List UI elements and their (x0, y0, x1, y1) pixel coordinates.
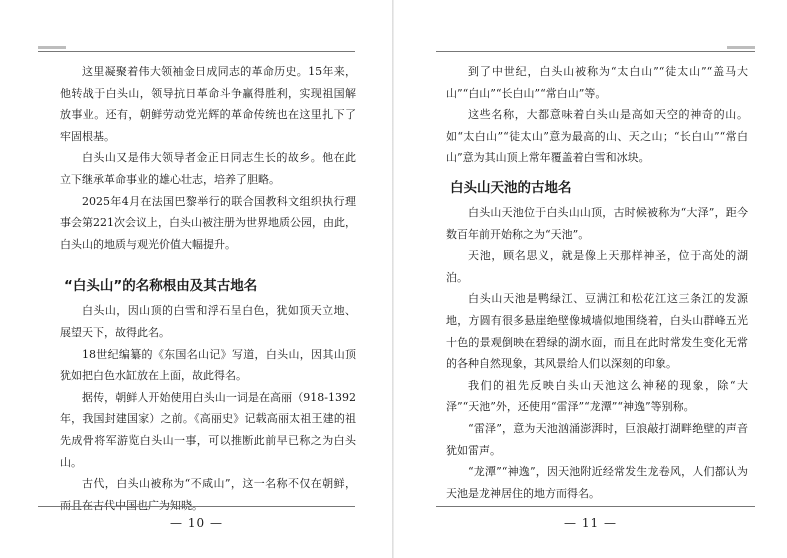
paragraph: 白头山，因山顶的白雪和浮石呈白色，犹如顶天立地、展望天下，故得此名。 (60, 304, 356, 339)
header-rule (38, 51, 355, 52)
left-page-content (60, 61, 356, 516)
paragraph: 白头山又是伟大领导者金正日同志生长的故乡。他在此立下继承革命事业的雄心壮志，培养了胆略。 (60, 151, 356, 186)
paragraph: 古代，白头山被称为“不咸山”，这一名称不仅在朝鲜，而且在古代中国也广为知晓。 (60, 477, 356, 512)
paragraph: “龙潭”“神逸”，因天池附近经常发生龙卷风，人们都认为天池是龙神居住的地方而得名。 (446, 465, 748, 500)
header-mark (727, 46, 755, 49)
paragraph: 白头山天池位于白头山山顶，古时候被称为“大泽”，距今数百年前开始称之为“天池”。 (446, 205, 748, 241)
paragraph: 这些名称，大都意味着白头山是高如天空的神奇的山。如“太白山”“徒太山”意为最高的山、天之山；“长白山”“常白山”意为其山顶上常年覆盖着白雪和冰块。 (446, 108, 748, 165)
paragraph: 到了中世纪，白头山被称为“太白山”“徒太山”“盖马大山”“白山”“长白山”“常白山”等。 (446, 65, 748, 100)
header-rule (436, 51, 755, 52)
right-page-content (446, 61, 748, 504)
section-heading: “白头山”的名称根由及其古地名 (64, 278, 258, 295)
section-heading: 白头山天池的古地名 (450, 179, 572, 196)
paragraph: 2025年4月在法国巴黎举行的联合国教科文组织执行理事会第221次会议上，白头山被注册为世界地质公园，由此，白头山的地质与观光价值大幅提升。 (60, 194, 356, 251)
header-mark (38, 46, 66, 49)
paragraph: “雷泽”，意为天池汹涌澎湃时，巨浪敲打湖畔绝壁的声音犹如雷声。 (446, 421, 748, 457)
paragraph: 据传，朝鲜人开始使用白头山一词是在高丽（918-1392年，我国封建国家）之前。《高丽史》记载高丽太祖王建的祖先成骨将军游览白头山一事，可以推断此前早已称之为白头山。 (60, 390, 356, 469)
paragraph: 天池，顾名思义，就是像上天那样神圣，位于高处的湖泊。 (446, 249, 748, 284)
right-page (394, 0, 787, 558)
paragraph: 我们的祖先反映白头山天池这么神秘的现象，除“大泽”“天池”外，还使用“雷泽”“龙潭”“神逸”等别称。 (446, 378, 748, 414)
paragraph: 这里凝聚着伟大领袖金日成同志的革命历史。15年来，他转战于白头山，领导抗日革命斗争赢得胜利，实现祖国解放事业。还有，朝鲜劳动党光辉的革命传统也在这里扎下了牢固根基。 (60, 65, 356, 143)
left-page (0, 0, 393, 558)
paragraph: 白头山天池是鸭绿江、豆满江和松花江这三条江的发源地，方圆有很多悬崖绝壁像城墙似地围绕着，白头山群峰五光十色的景观倒映在碧绿的湖水面，而且在此时常发生变化无常的各种自然现象，其风景给人们以深刻的印象。 (446, 292, 748, 371)
page-number: — 10 — (170, 516, 223, 530)
page-number: — 11 — (564, 516, 617, 530)
footer-rule (436, 506, 755, 507)
footer-rule (38, 506, 355, 507)
paragraph: 18世纪编纂的《东国名山记》写道，白头山，因其山顶犹如把白色水缸放在上面，故此得名。 (60, 347, 356, 383)
